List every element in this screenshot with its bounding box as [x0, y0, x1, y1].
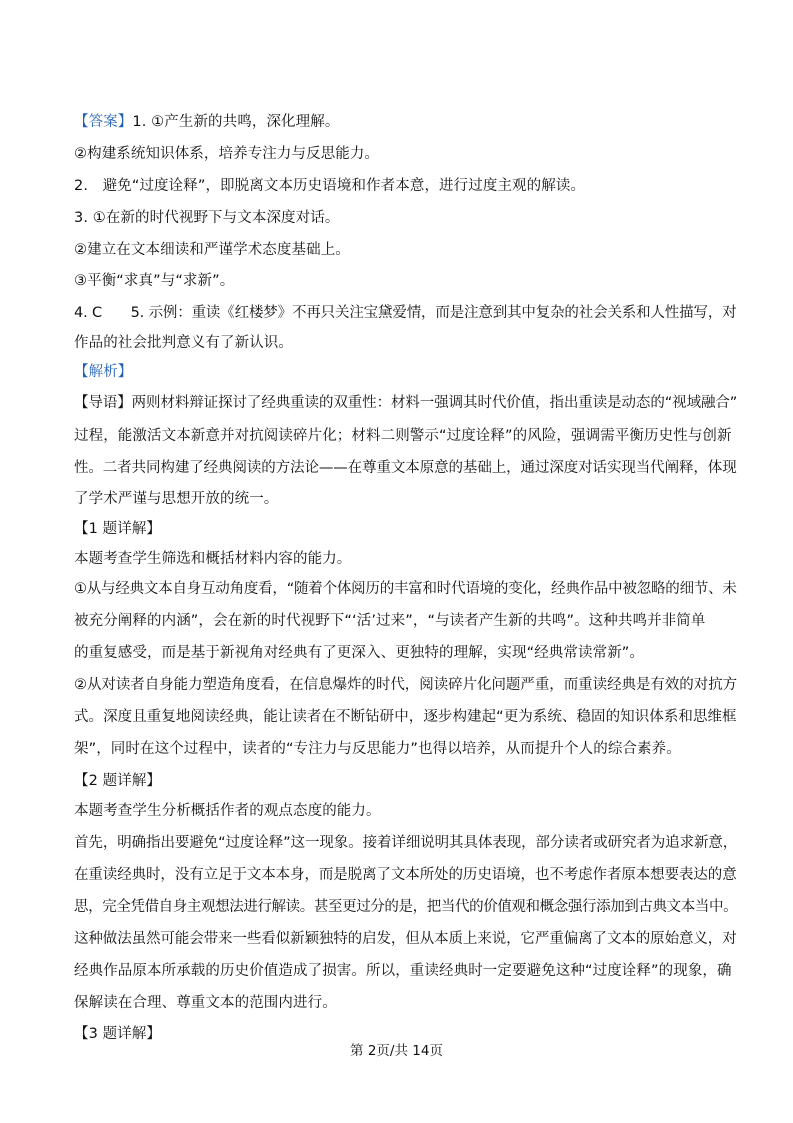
answer-line-3: 2. 避免“过度诠释”，即脱离文本历史语境和作者本意，进行过度主观的解读。 [74, 178, 586, 194]
q1-para-line-6: 架”，同时在这个过程中，读者的“专注力与反思能力”也得以培养，从而提升个人的综合素养。 [74, 741, 681, 757]
answer-text-1: 1. ①产生新的共鸣，深化理解。 [132, 114, 340, 130]
answer-label: 【答案】 [74, 114, 133, 130]
q2-intro: 本题考查学生分析概括作者的观点态度的能力。 [74, 803, 381, 819]
q2-para-line-1: 首先，明确指出要避免“过度诠释”这一现象。接着详细说明其具体表现，部分读者或研究者为追求新意， [74, 835, 738, 851]
q1-para-line-5: 式。深度且重复地阅读经典，能让读者在不断钻研中，逐步构建起“更为系统、稳固的知识体系和思维框 [74, 709, 737, 725]
q2-para-line-2: 在重读经典时，没有立足于文本本身，而是脱离了文本所处的历史语境，也不考虑作者原本想要表达的意 [74, 867, 737, 883]
guide-line-3: 性。二者共同构建了经典阅读的方法论——在尊重文本原意的基础上，通过深度对话实现当代阐释，体现 [74, 460, 737, 476]
page-number-footer: 第 2页/共 14页 [350, 1043, 443, 1059]
answer-line-7: 4. C 5. 示例：重读《红楼梦》不再只关注宝黛爱情，而是注意到其中复杂的社会关系和人性描写，对 [74, 305, 737, 321]
q3-heading: 【3 题详解】 [74, 1026, 162, 1042]
q1-para-line-2: 被充分阐释的内涵”，会在新的时代视野下“‘活’过来”，“与读者产生新的共鸣”。这种共鸣并非简单 [74, 613, 706, 629]
guide-text-1: 两则材料辩证探讨了经典重读的双重性：材料一强调其时代价值，指出重读是动态的“视域融合” [131, 395, 738, 411]
q1-para-line-4: ②从对读者自身能力塑造角度看，在信息爆炸的时代，阅读碎片化问题严重，而重读经典是有效的对抗方 [74, 677, 738, 693]
answer-line-1 [74, 112, 339, 132]
q2-para-line-4: 这种做法虽然可能会带来一些看似新颖独特的启发，但从本质上来说，它严重偏离了文本的原始意义，对 [74, 931, 737, 947]
answer-line-2: ②构建系统知识体系，培养专注力与反思能力。 [74, 146, 380, 162]
guide-line-4: 了学术严谨与思想开放的统一。 [74, 491, 279, 507]
q2-para-line-3: 思，完全凭借自身主观想法进行解读。甚至更过分的是，把当代的价值观和概念强行添加到古典文本当中。 [74, 899, 738, 915]
analysis-label: 【解析】 [74, 364, 133, 380]
answer-line-5: ②建立在文本细读和严谨学术态度基础上。 [74, 242, 350, 258]
q2-para-line-5: 经典作品原本所承载的历史价值造成了损害。所以，重读经典时一定要避免这种“过度诠释”的现象，确 [74, 963, 732, 979]
q1-para-line-3: 的重复感受，而是基于新视角对经典有了更深入、更独特的理解，实现“经典常读常新”。 [74, 645, 645, 661]
answer-line-4: 3. ①在新的时代视野下与文本深度对话。 [74, 210, 340, 226]
guide-line-1 [74, 393, 737, 413]
guide-label: 【导语】 [74, 395, 132, 411]
q1-intro: 本题考查学生筛选和概括材料内容的能力。 [74, 551, 352, 567]
q1-para-line-1: ①从与经典文本自身互动角度看，“随着个体阅历的丰富和时代语境的变化，经典作品中被忽略的细节、未 [74, 581, 737, 597]
guide-line-2: 过程，能激活文本新意并对抗阅读碎片化；材料二则警示“过度诠释”的风险，强调需平衡历史性与创新 [74, 428, 732, 444]
q2-heading: 【2 题详解】 [74, 773, 162, 789]
q2-para-line-6: 保解读在合理、尊重文本的范围内进行。 [74, 995, 337, 1011]
answer-line-6: ③平衡“求真”与“求新”。 [74, 273, 235, 289]
q1-heading: 【1 题详解】 [74, 521, 162, 537]
answer-line-8: 作品的社会批判意义有了新认识。 [74, 335, 293, 351]
